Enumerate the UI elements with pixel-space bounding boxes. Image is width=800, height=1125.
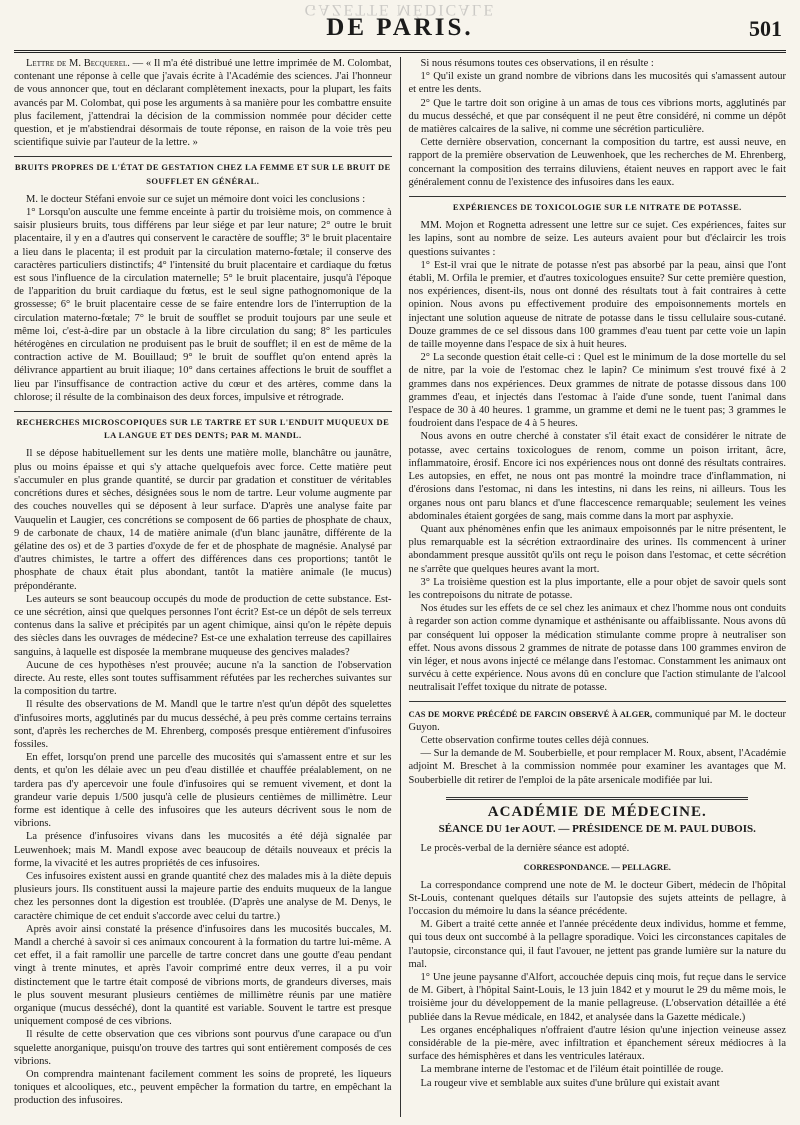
toxicologie-paragraph: Nos études sur les effets de ce sel chez les animaux et chez l'homme nous ont conduits à regarder son action comme dynamique et asthénisante ou affaiblissante. Nous avons dû par conséquent lui opposer la médication stimulante comme propre à neutraliser son effet. Nous avons dissous 2 grammes de nitrate de potasse dans 100 grammes environ de vin léger, et nous avons injecté ce mélange dans l'estomac. Constamment les animaux ont survécu à cette expérience. Nous avons dû en conclure que l'action stimulante de l'alcool neutralisait l'effet toxique du nitrate de potasse. bbox=[408, 603, 786, 694]
toxicologie-paragraph: MM. Mojon et Rognetta adressent une lettre sur ce sujet. Ces expériences, faites sur les lapins, sont au nombre de seize. Les auteurs avaient pour but d'éclaircir les trois questions suivantes : bbox=[408, 220, 786, 258]
becquerel-label: Lettre de M. Becquerel. bbox=[26, 58, 130, 69]
becquerel-letter bbox=[14, 57, 392, 149]
tartre-paragraph: On comprendra maintenant facilement comment les soins de propreté, les liqueurs toniques et alcooliques, etc., peuvent empêcher la formation du tartre, en empêchant la production des infusoires. bbox=[14, 1069, 392, 1107]
right-column bbox=[401, 57, 787, 1117]
academie-paragraph: 1° Une jeune paysanne d'Alfort, accouchée depuis cinq mois, fut reçue dans le service de M. Gibert, à l'hôpital Saint-Louis, le 13 juin 1842 et y mourut le 29 du même mois, le troisième jour du développement de la manie pellagreuse. (L'observation détaillée a été publiée dans la Revue médicale, en 1842, et analysée dans la Gazette médicale.) bbox=[408, 972, 786, 1023]
double-rule bbox=[446, 797, 748, 800]
running-title: DE PARIS. bbox=[326, 14, 474, 41]
bruits-intro: M. le docteur Stéfani envoie sur ce sujet un mémoire dont voici les conclusions : bbox=[26, 193, 366, 205]
tartre-paragraph: Il se dépose habituellement sur les dents une matière molle, blanchâtre ou jaunâtre, plus ou moins épaisse et qui s'y attache quelquefois avec force. Cette matière peut s'accumuler en plus grande quantité, se durcir par gradation et constituer de véritables concrétions dures et sèches, désignées sous le nom de tartre. Leur volume augmente par des couches nouvelles qui se déposent à leur surface. D'après une analyse faite par Vauquelin et Laugier, ces concrétions se composent de 66 parties de phosphate de chaux, 9 de carbonate de chaux, 14 de matière animale (d'un blanc jaunâtre, différente de la gélatine des os) et de 3 parties d'oxyde de fer et de phosphate de magnésie. Analysé par d'autres chimistes, le tartre a offert des différences dans ces proportions; tantôt le phosphate de chaux était plus abondant, tantôt la matière animale (le mucus) prépondérante. bbox=[14, 448, 392, 592]
morve-paragraph: Cette observation confirme toutes celles déjà connues. bbox=[420, 734, 649, 746]
tartre-paragraph: Il résulte de cette observation que ces vibrions sont pourvus d'une carapace ou d'un squelette anorganique, puisqu'on trouve des tartres qui sont entièrement composés de ces vibrions. bbox=[14, 1029, 392, 1067]
bruits-title: BRUITS PROPRES DE L'ÉTAT DE GESTATION CHEZ LA FEMME ET SUR LE BRUIT DE SOUFFLET EN GÉNÉRAL. bbox=[14, 156, 392, 187]
correspondance-title: CORRESPONDANCE. — PELLAGRE. bbox=[523, 862, 671, 873]
academie-heading: ACADÉMIE DE MÉDECINE. bbox=[487, 803, 707, 820]
academie-paragraph: Les organes encéphaliques n'offraient d'autre lésion qu'une injection veineuse assez considérable de la pie-mère, avec infiltration et épanchement séreux médiocres à la surface des hémisphères et dans les ventricules latéraux. bbox=[408, 1024, 786, 1063]
tartre-paragraph: Il résulte des observations de M. Mandl que le tartre n'est qu'un dépôt des squelettes d'infusoires morts, agglutinés par du mucus desséché, à peu près comme certains terrains sont, d'après les recherches de M. Ehrenberg, composés presque entièrement d'infusoires fossiles. bbox=[14, 699, 392, 750]
academie-paragraph: La rougeur vive et semblable aux suites d'une brûlure qui existait avant bbox=[420, 1077, 720, 1089]
morve-heading bbox=[409, 708, 787, 734]
toxicologie-title: EXPÉRIENCES DE TOXICOLOGIE SUR LE NITRATE DE POTASSE. bbox=[409, 196, 787, 214]
becquerel-text: — « Il m'a été distribué une lettre imprimée de M. Colombat, contenant une réponse à celle que j'avais écrite à l'Académie des sciences. J'ai l'honneur de vous annoncer que, tout en déclarant complètement inexacts, pour la plupart, les faits avancés par M. Colombat, qui pose les arguments à sa manière pour les combattre ensuite plus facilement, j'attendrai la décision de la commission nommée pour décider cette question, et je m'abstiendrai désormais de toute réponse, en raison de la voie très peu scientifique suivie par l'auteur de la lettre. » bbox=[14, 58, 392, 149]
toxicologie-paragraph: 3° La troisième question est la plus importante, elle a pour objet de savoir quels sont les contrepoisons du nitrate de potasse. bbox=[408, 576, 786, 601]
academie-paragraph: La membrane interne de l'estomac et de l'iléum était pointillée de rouge. bbox=[420, 1064, 724, 1076]
academie-paragraph: La correspondance comprend une note de M. le docteur Gibert, médecin de l'hôpital St-Louis, contenant quelques détails sur l'autopsie des sujets atteints de pellagre, à l'occasion du mémoire lu dans la séance précédente. bbox=[408, 879, 786, 917]
tartre-paragraph: Les auteurs se sont beaucoup occupés du mode de production de cette substance. Est-ce une sécrétion, ainsi que quelques personnes l'ont écrit? Est-ce un dépôt de sels terreux contenus dans la salive et précipités par un agent chimique, ainsi qu'on le répète depuis des siècles dans les ouvrages de médecine? Est-ce une exhalation terreuse des capillaires sanguins, à laquelle est disposée la membrane muqueuse des gencives malades? bbox=[14, 593, 392, 658]
resume-paragraph: Cette dernière observation, concernant la composition du tartre, est aussi neuve, en rapport de la première observation de Leuwenhoek, que les recherches de M. Ehrenberg, concernant la composition des terrains diluviens, étaient neuves en rapport avec le fait généralement connu de l'existence des infusoires dans les eaux. bbox=[408, 137, 786, 188]
resume-paragraph: 1° Qu'il existe un grand nombre de vibrions dans les mucosités qui s'amassent autour et entre les dents. bbox=[408, 71, 786, 96]
proces-verbal: Le procès-verbal de la dernière séance est adopté. bbox=[420, 843, 630, 855]
toxicologie-paragraph: 1° Est-il vrai que le nitrate de potasse n'est pas absorbé par la peau, ainsi que l'ont établi, M. Orfila le premier, et d'autres toxicologues ensuite? Sur cette première question, nos expériences, disent-ils, nous ont donné des résultats tout à fait contraires à cette opinion. Nous avons pu effectivement produire des empoisonnements mortels en injectant une solution aqueuse de nitrate de potasse dans le tissu cellulaire sous-cutané. Douze grammes de ce sel dissous dans 100 grammes d'eau tuent par cette voie un lapin de taille moyenne dans l'espace de six à huit heures. bbox=[408, 259, 786, 351]
left-column bbox=[14, 57, 401, 1117]
tartre-paragraph: La présence d'infusoires vivans dans les mucosités a été déjà signalée par Leuwenhoek; mais M. Mandl expose avec beaucoup de détails nouveaux et précis la forme, la vivacité et les autres propriétés de ces infusoires. bbox=[14, 831, 392, 869]
toxicologie-paragraph: Nous avons en outre cherché à constater s'il était exact de considérer le nitrate de potasse, avec certains toxicologues de renom, comme un poison irritant, âcre, inflammatoire, érosif. Encore ici nos expériences nous ont donné des résultats contraires. Les autopsies, en effet, ne nous ont pas montré la moindre trace d'inflammation, ni d'érosions dans l'estomac, ni dans les intestins, ni dans les reins, ni ailleurs. Tous les organes nous ont paru blancs et d'une flaccescence remarquable; seulement les veines abdominales étaient gorgées de sang, mais comme dans la mort par asphyxie. bbox=[408, 431, 786, 522]
resume-paragraph: 2° Que le tartre doit son origine à un amas de tous ces vibrions morts, agglutinés par du mucus desséché, et que par conséquent il ne peut être considéré, ni comme un dépôt de matières calcaires de la salive, ni comme une sécrétion particulière. bbox=[408, 97, 786, 136]
toxicologie-paragraph: 2° La seconde question était celle-ci : Quel est le minimum de la dose mortelle du sel de nitre, par la voie de l'estomac chez le lapin? Ce minimum s'est trouvé fixé à 2 grammes dans nos expériences. Deux grammes de nitrate de potasse dissous dans 100 grammes d'eau, et injectés dans l'estomac à l'aide d'une sonde, tuent l'animal dans l'espace de 30 à 40 heures. 1 gramme, un gramme et demi ne le tuent pas; 3 grammes le foudroient dans l'espace de 4 à 5 heures. bbox=[408, 352, 786, 430]
resume-paragraph: Si nous résumons toutes ces observations, il en résulte : bbox=[420, 58, 654, 69]
tartre-paragraph: Aucune de ces hypothèses n'est prouvée; aucune n'a la sanction de l'observation directe. Au reste, elles sont toutes suffisamment réfutées par les recherches suivantes sur la composition du tartre. bbox=[14, 659, 392, 698]
morve-title: CAS DE MORVE PRÉCÉDÉ DE FARCIN OBSERVÉ À ALGER, bbox=[408, 708, 653, 719]
toxicologie-paragraph: Quant aux phénomènes enfin que les animaux empoisonnés par le nitre présentent, le plus remarquable est la sécrétion extraordinaire des urines. Ils commencent à uriner abondamment presque aussitôt qu'ils ont reçu le poison dans l'estomac, et cette sécrétion ne s'arrête que quelques heures avant la mort. bbox=[408, 523, 786, 575]
tartre-paragraph: Après avoir ainsi constaté la présence d'infusoires dans les mucosités buccales, M. Mandl a cherché à savoir si ces animaux concourent à la formation du tartre lui-même. A cet effet, il a fait ramollir une parcelle de tartre concret dans une goutte d'eau pendant vingt à trente minutes, et après l'avoir comprimé entre deux verres, il a pu voir distinctement que le tartre était composé de vibrions morts, de grandeurs diverses, mais le plus souvent mesurant plusieurs centièmes de millimètre réunis par une matière organique (mucus desséché), dont la quantité est variable. Souvent le tartre est presque uniquement composé de ces vibrions. bbox=[14, 923, 392, 1028]
tartre-paragraph: En effet, lorsqu'on prend une parcelle des mucosités qui s'amassent entre et sur les dents, et qu'on les délaie avec un peu d'eau distillée et chauffée préalablement, on ne tardera pas d'y apercevoir une foule d'infusoires qui se remuent vivement, et dont la grandeur varie depuis 1/500 jusqu'à celle de plusieurs centièmes de millimètre. Leur forme est identique à celle des infusoires que les auteurs décrivent sous le nom de vibrions. bbox=[14, 752, 392, 830]
columns bbox=[14, 57, 786, 1117]
bleed-through-text: GAZETTE MÉDICALE bbox=[304, 1, 496, 18]
page-header bbox=[14, 0, 786, 53]
section-divider bbox=[409, 701, 787, 702]
bruits-body: 1° Lorsqu'on ausculte une femme enceinte à partir du troisième mois, on commence à saisir plusieurs bruits, tous différens par leur siége et par leur nature; 2° outre le bruit placentaire, il y en a d'autres qui conservent le caractère de souffle; 3° le bruit placentaire a lieu dans le placenta; il est produit par la circulation materno-fœtale; il conserve des caractères particuliers distinctifs; 4° l'intensité du bruit placentaire et cardiaque du fœtus est sous l'influence de la circulation maternelle; 5° le bruit placentaire, jusqu'à l'époque de l'apparition du bruit cardiaque du fœtus, est le seul signe pathognomonique de la grossesse; 6° le bruit placentaire cesse de se faire entendre lors de l'interruption de la circulation materno-fœtale; 7° le bruit de soufflet se produit toujours par une seule et même loi, c'est-à-dire par un obstacle à la libre circulation du sang; 8° les particules hétérogènes en circulation ne produisent pas le bruit de soufflet; il en est de même de la contraction active de M. Bouillaud; 9° le bruit de soufflet qu'on entend après la délivrance appartient au bruit iliaque; 10° dans certaines affections le bruit de soufflet a lieu par l'insuffisance de contraction active du cœur et des artères, comme dans la chlorose; il résulte de la combinaison des deux forces, impulsive et rétrograde. bbox=[14, 207, 392, 403]
page-number: 501 bbox=[749, 16, 782, 41]
tartre-paragraph: Ces infusoires existent aussi en grande quantité chez des malades mis à la diète depuis plusieurs jours. Ils constituent aussi la majeure partie des enduits muqueux de la langue chez les personnes dont la digestion est troublée. (D'après une analyse de M. Denys, le caractère chimique de cet enduit s'accorde avec celui du tartre.) bbox=[14, 870, 392, 922]
tartre-title: RECHERCHES MICROSCOPIQUES SUR LE TARTRE ET SUR L'ENDUIT MUQUEUX DE LA LANGUE ET DES DENTS; PAR M. MANDL. bbox=[14, 411, 392, 442]
academie-paragraph: M. Gibert a traité cette année et l'année précédente deux individus, homme et femme, qui tous deux ont succombé à la pellagre sporadique. Voici les circonstances capitales de l'autopsie, circonstance qui, il faut l'avouer, ne jettent pas grande lumière sur la nature du mal. bbox=[408, 919, 786, 970]
seance-line: SÉANCE DU 1er AOUT. — PRÉSIDENCE DE M. PAUL DUBOIS. bbox=[438, 822, 756, 835]
morve-title-rest: communiqué par M. le docteur Guyon. bbox=[408, 708, 786, 733]
morve-paragraph: — Sur la demande de M. Souberbielle, et pour remplacer M. Roux, absent, l'Académie adjoint M. Breschet à la commission nommée pour examiner les avantages que M. Souberbielle dit retirer de l'emploi de la pâte arsenicale modifiée par lui. bbox=[408, 748, 786, 786]
